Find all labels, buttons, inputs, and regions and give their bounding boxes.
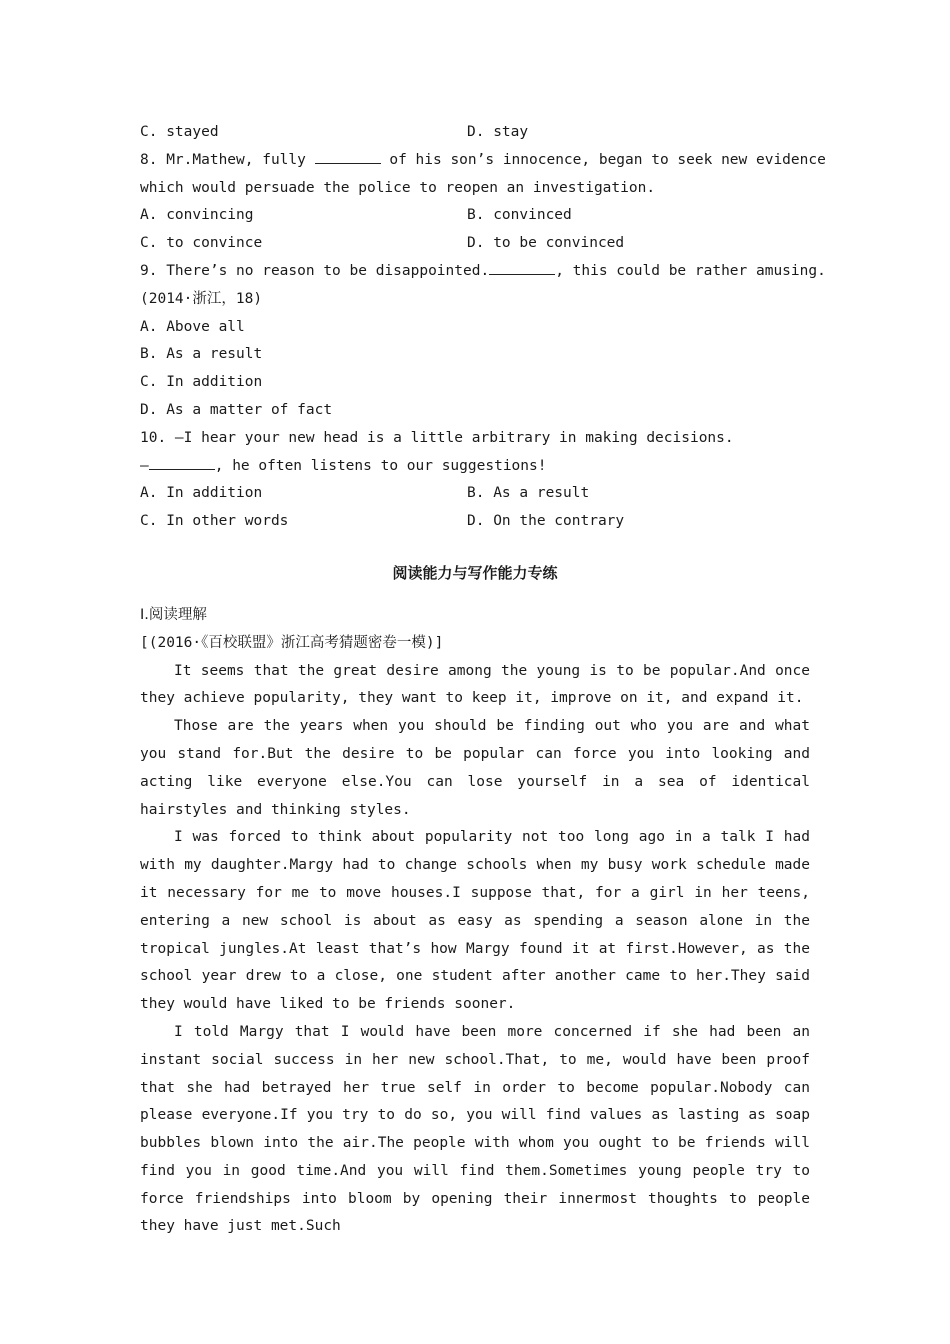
passage-paragraph: Those are the years when you should be finding out who you are and what you stand for.But the desire to be popular can force you into looking and acting like everyone else.You can lose yourself in a sea of identical hairstyles and thinking styles. bbox=[140, 718, 810, 818]
passage-paragraph: It seems that the great desire among the young is to be popular.And once they achieve popularity, they want to keep it, improve on it, and expand it. bbox=[140, 662, 810, 707]
q8-option-d[interactable]: D. to be convinced bbox=[467, 235, 625, 252]
q8-stem-line2: which would persuade the police to reopen an investigation. bbox=[140, 179, 656, 196]
q8-stem-post: of his son’s innocence, began to seek new evidence bbox=[380, 151, 826, 168]
section-title: 阅读能力与写作能力专练 bbox=[392, 563, 558, 582]
q10-option-b[interactable]: B. As a result bbox=[467, 485, 590, 502]
q8-options-row-ab bbox=[140, 202, 810, 230]
q10-options-row-cd bbox=[140, 508, 810, 536]
q10-dash: — bbox=[140, 457, 149, 474]
q8-stem-pre: 8. Mr.Mathew, fully bbox=[140, 151, 315, 168]
document-page bbox=[140, 119, 826, 1241]
q10-options-row-ab bbox=[140, 480, 810, 508]
reading-source: [(2016·《百校联盟》浙江高考猜题密卷一模)] bbox=[140, 634, 444, 651]
q9-option-c[interactable]: C. In addition bbox=[140, 374, 263, 391]
q8-options-row-cd bbox=[140, 230, 810, 258]
q9-answer-blank[interactable] bbox=[489, 259, 555, 275]
q8-option-b[interactable]: B. convinced bbox=[467, 207, 572, 224]
q9-option-a[interactable]: A. Above all bbox=[140, 318, 245, 335]
q7-options-row-cd bbox=[140, 119, 810, 147]
q8-answer-blank[interactable] bbox=[315, 148, 381, 164]
q9-option-b[interactable]: B. As a result bbox=[140, 346, 263, 363]
q9-stem-pre: 9. There’s no reason to be disappointed. bbox=[140, 262, 490, 279]
passage-paragraph: I told Margy that I would have been more concerned if she had been an instant social success in her new school.That, to me, would have been proof that she had betrayed her true self in order to become popular.Nobody can please everyone.If you try to do so, you will find values as lasting as soap bubbles blown into the air.The people with whom you ought to be friends will find you in good time.And you will find them.Sometimes young people try to force friendships into bloom by opening their innermost thoughts to people they have just met.Such bbox=[140, 1023, 810, 1235]
reading-heading: Ⅰ.阅读理解 bbox=[140, 606, 207, 623]
q8-option-c[interactable]: C. to convince bbox=[140, 235, 263, 252]
q10-stem-line1: 10. —I hear your new head is a little arbitrary in making decisions. bbox=[140, 429, 734, 446]
q10-option-a[interactable]: A. In addition bbox=[140, 485, 263, 502]
q10-option-d[interactable]: D. On the contrary bbox=[467, 513, 625, 530]
q10-answer-blank[interactable] bbox=[149, 454, 215, 470]
q9-stem-post: , this could be rather amusing. bbox=[555, 262, 826, 279]
q10-stem-line2 bbox=[140, 453, 810, 481]
q10-option-c[interactable]: C. In other words bbox=[140, 513, 289, 530]
q9-source: (2014·浙江，18) bbox=[140, 290, 263, 307]
passage-paragraph: I was forced to think about popularity not too long ago in a talk I had with my daughter.Margy had to change schools when my busy work schedule made it necessary for me to move houses.I suppose that, for a girl in her teens, entering a new school is about as easy as spending a season alone in the tropical jungles.At least that’s how Margy found it at first.However, as the school year drew to a close, one student after another came to her.They said they would have liked to be friends sooner. bbox=[140, 829, 810, 1013]
q7-option-d[interactable]: D. stay bbox=[467, 124, 529, 140]
q8-option-a[interactable]: A. convincing bbox=[140, 207, 254, 224]
q10-stem-post: , he often listens to our suggestions! bbox=[214, 457, 547, 474]
q7-option-c[interactable]: C. stayed bbox=[140, 124, 219, 140]
reading-passage bbox=[140, 658, 810, 1242]
q9-stem-line1 bbox=[140, 258, 826, 286]
q8-stem-line1 bbox=[140, 147, 826, 175]
q9-option-d[interactable]: D. As a matter of fact bbox=[140, 401, 333, 418]
